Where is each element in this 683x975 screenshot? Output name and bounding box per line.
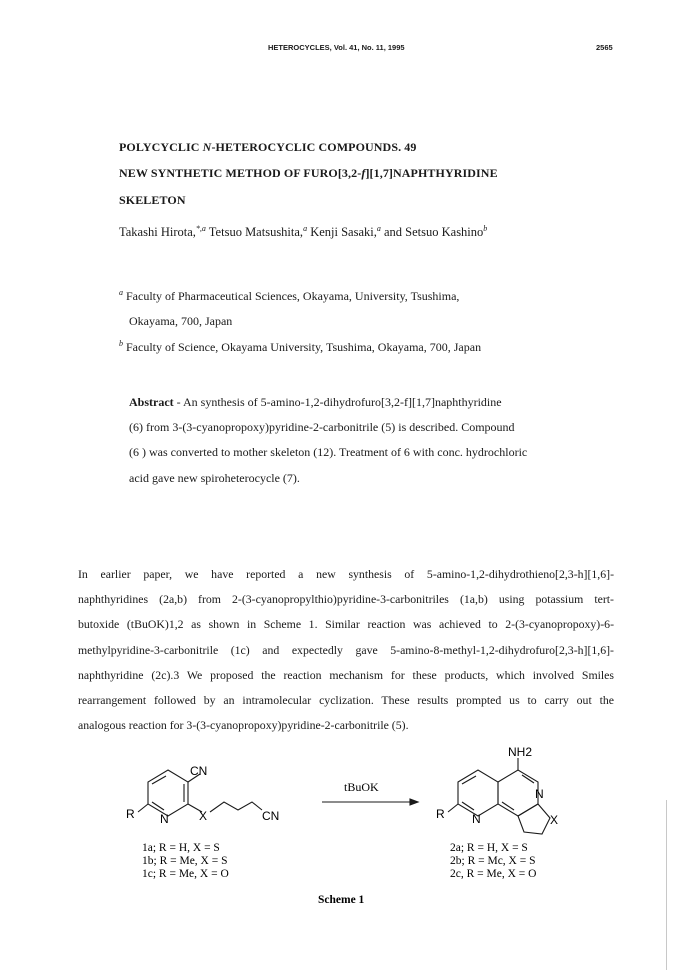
abstract-line-1-text: - An synthesis of 5-amino-1,2-dihydrofuro[3,2-f][1,7]naphthyridine <box>176 395 502 409</box>
author-3-mark: a <box>376 223 381 233</box>
title-line-1: POLYCYCLIC N-HETEROCYCLIC COMPOUNDS. 49 <box>119 140 417 154</box>
author-2: Tetsuo Matsushita, <box>208 225 304 239</box>
scheme-drawing <box>110 745 590 908</box>
affiliation-b-mark: b <box>119 339 123 348</box>
author-1: Takashi Hirota, <box>119 225 196 239</box>
page-number: 2565 <box>596 43 613 52</box>
author-3: Kenji Sasaki, <box>310 225 377 239</box>
abstract-label: Abstract <box>129 395 174 409</box>
affiliation-a <box>119 289 459 304</box>
right-pyridine-ring <box>458 770 498 816</box>
margin-rule <box>666 800 667 970</box>
dihydrofuran-ring <box>518 804 550 834</box>
left-pyridine-ring <box>148 770 188 816</box>
right-naphthyridine-ring <box>498 770 538 816</box>
affiliation-a-line-2: Okayama, 700, Japan <box>129 314 233 328</box>
compound-2c: 2c, R = Me, X = O <box>450 868 537 880</box>
compound-2b: 2b; R = Mc, X = S <box>450 855 536 867</box>
reagent-label: tBuOK <box>344 780 379 794</box>
affiliation-b-text: Faculty of Science, Okayama University, Tsushima, Okayama, 700, Japan <box>126 340 482 354</box>
author-2-mark: a <box>303 223 308 233</box>
body-line-3: butoxide (tBuOK)1,2 as shown in Scheme 1. Similar reaction was achieved to 2-(3-cyanopropoxy)-6- <box>78 617 614 631</box>
affiliation-a-text: Faculty of Pharmaceutical Sciences, Okayama, University, Tsushima, <box>126 289 460 303</box>
abstract-line-2: (6) from 3-(3-cyanopropoxy)pyridine-2-carbonitrile (5) is described. Compound <box>129 420 515 434</box>
label-x-left: X <box>199 809 208 823</box>
body-line-7: analogous reaction for 3-(3-cyanopropoxy)pyridine-2-carbonitrile (5). <box>78 718 409 732</box>
scheme-1 <box>110 745 590 908</box>
compound-1b: 1b; R = Me, X = S <box>142 855 228 867</box>
label-cn-top: CN <box>190 764 208 778</box>
body-line-5: naphthyridine (2c).3 We proposed the reaction mechanism for these products, which involved Smiles <box>78 668 614 682</box>
cyanopropyl-chain <box>210 802 262 812</box>
label-r-right: R <box>436 807 445 821</box>
label-nh2: NH2 <box>508 745 533 759</box>
body-line-6: rearrangement followed by an intramolecular cyclization. These results prompted us to carry out the <box>78 693 614 707</box>
body-line-1: In earlier paper, we have reported a new synthesis of 5-amino-1,2-dihydrothieno[2,3-h][1,6]- <box>78 567 614 581</box>
affiliation-b <box>119 340 481 355</box>
author-1-mark: *,a <box>195 223 206 233</box>
title-line-2: NEW SYNTHETIC METHOD OF FURO[3,2-f][1,7]NAPHTHYRIDINE <box>119 166 498 180</box>
body-line-2: naphthyridines (2a,b) from 2-(3-cyanopropylthio)pyridine-3-carbonitriles (1a,b) using potassium tert- <box>78 592 614 606</box>
author-4-mark: b <box>483 223 488 233</box>
abstract-line-4: acid gave new spiroheterocycle (7). <box>129 471 300 485</box>
label-n-ring: N <box>535 787 544 801</box>
affiliation-a-mark: a <box>119 288 123 297</box>
label-x-right: X <box>550 813 559 827</box>
label-n-left: N <box>160 812 169 826</box>
compound-1c: 1c; R = Me, X = O <box>142 868 229 880</box>
journal-citation: HETEROCYCLES, Vol. 41, No. 11, 1995 <box>268 43 405 52</box>
running-header <box>0 43 683 57</box>
title-line-3: SKELETON <box>119 193 186 207</box>
body-line-4: methylpyridine-3-carbonitrile (1c) and expectedly gave 5-amino-8-methyl-1,2-dihydrofuro[2,3-h][1,6]- <box>78 643 614 657</box>
label-r-left: R <box>126 807 135 821</box>
author-list <box>119 225 487 240</box>
label-n-right: N <box>472 812 481 826</box>
abstract-line-1 <box>129 395 502 410</box>
abstract-line-3: (6 ) was converted to mother skeleton (12). Treatment of 6 with conc. hydrochloric <box>129 445 528 459</box>
compound-2a: 2a; R = H, X = S <box>450 842 528 854</box>
compound-1a: 1a; R = H, X = S <box>142 842 220 854</box>
author-4: and Setsuo Kashino <box>383 225 484 239</box>
label-cn-chain: CN <box>262 809 280 823</box>
scheme-caption: Scheme 1 <box>318 894 365 906</box>
